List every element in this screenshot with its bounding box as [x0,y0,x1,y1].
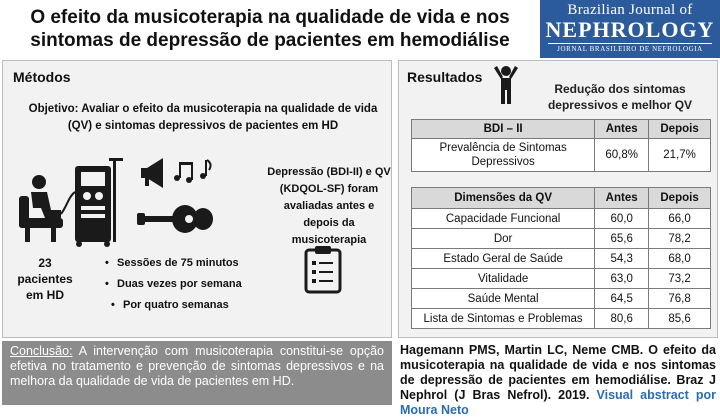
table-cell: 63,0 [595,269,649,289]
bullet-item: • Por quatro semanas [105,299,242,320]
journal-name-line1: Brazilian Journal of [567,2,693,18]
table-cell: Dor [412,229,595,249]
patients-count: 23 pacientes em HD [17,256,73,302]
table-cell: Estado Geral de Saúde [412,249,595,269]
table-header-row [412,120,711,139]
table-header: Dimensões da QV [412,188,595,209]
table-row [412,269,711,289]
person-celebrating-icon [491,65,521,105]
table-cell: 64,5 [595,289,649,309]
table-cell: Vitalidade [412,269,595,289]
table-header: BDI – II [412,120,595,139]
bullet-item: • Sessões de 75 minutos [105,257,242,278]
table-cell: Lista de Sintomas e Problemas [412,309,595,329]
table-row [412,249,711,269]
table-cell: 80,6 [595,309,649,329]
conclusion-box [2,341,392,405]
table-cell: 65,6 [595,229,649,249]
megaphone-music-icon [137,156,217,190]
table-row [412,289,711,309]
table-cell: 85,6 [649,309,711,329]
table-cell: Saúde Mental [412,289,595,309]
table-header: Depois [649,120,711,139]
conclusion-label: Conclusão: [10,344,73,358]
citation [400,343,716,418]
qv-table [411,187,711,329]
table-cell: 54,3 [595,249,649,269]
page-title: O efeito da musicoterapia na qualidade de vida e nos sintomas de depressão de pacientes em hemodiálise [30,7,510,51]
results-panel [398,60,718,338]
table-header: Antes [595,120,649,139]
table-cell: 21,7% [649,139,711,172]
journal-logo [540,0,720,58]
session-bullets [105,257,242,320]
table-cell: Prevalência de Sintomas Depressivos [412,139,595,172]
table-header: Depois [649,188,711,209]
bdi-table [411,119,711,172]
methods-title: Métodos [13,69,71,85]
table-cell: 66,0 [649,209,711,229]
results-title: Resultados [407,69,483,85]
conclusion-text: A intervenção com musicoterapia constitui-se opção efetiva no tratamento e prevenção de sintomas depressivos e na melhora da qualidade de vida de pacientes em HD. [10,344,384,388]
methods-panel [2,60,392,338]
journal-name-line3: JORNAL BRASILEIRO DE NEFROLOGIA [557,45,703,53]
table-cell: 78,2 [649,229,711,249]
table-cell: 76,8 [649,289,711,309]
objective-text: Objetivo: Avaliar o efeito da musicoterapia na qualidade de vida (QV) e sintomas depressivos de pacientes em HD [28,103,378,132]
table-header-row [412,188,711,209]
table-cell: Capacidade Funcional [412,209,595,229]
table-row [412,309,711,329]
table-cell: 73,2 [649,269,711,289]
guitar-icon [137,201,217,237]
table-header: Antes [595,188,649,209]
table-row [412,139,711,172]
table-cell: 60,8% [595,139,649,172]
bullet-item: • Duas vezes por semana [105,278,242,299]
results-subtitle: Redução dos sintomas depressivos e melhor QV [547,82,693,112]
clipboard-icon [303,244,343,294]
table-cell: 68,0 [649,249,711,269]
journal-name-line2: NEPHROLOGY [545,17,715,42]
assessment-text: Depressão (BDI-II) e QV (KDQOL-SF) foram avaliadas antes e depois da musicoterapia [267,166,391,246]
citation-text: Hagemann PMS, Martin LC, Neme CMB. O efeito da musicoterapia na qualidade de vida e nos sintomas de depressão de pacientes em hemodiálise. Braz J Nephrol (J Bras Nefrol). 2019. [400,343,716,402]
table-cell: 60,0 [595,209,649,229]
visual-abstract-credit: Visual abstract por Moura Neto [400,388,716,417]
hemodialysis-icon [17,156,129,248]
table-row [412,229,711,249]
table-row [412,209,711,229]
